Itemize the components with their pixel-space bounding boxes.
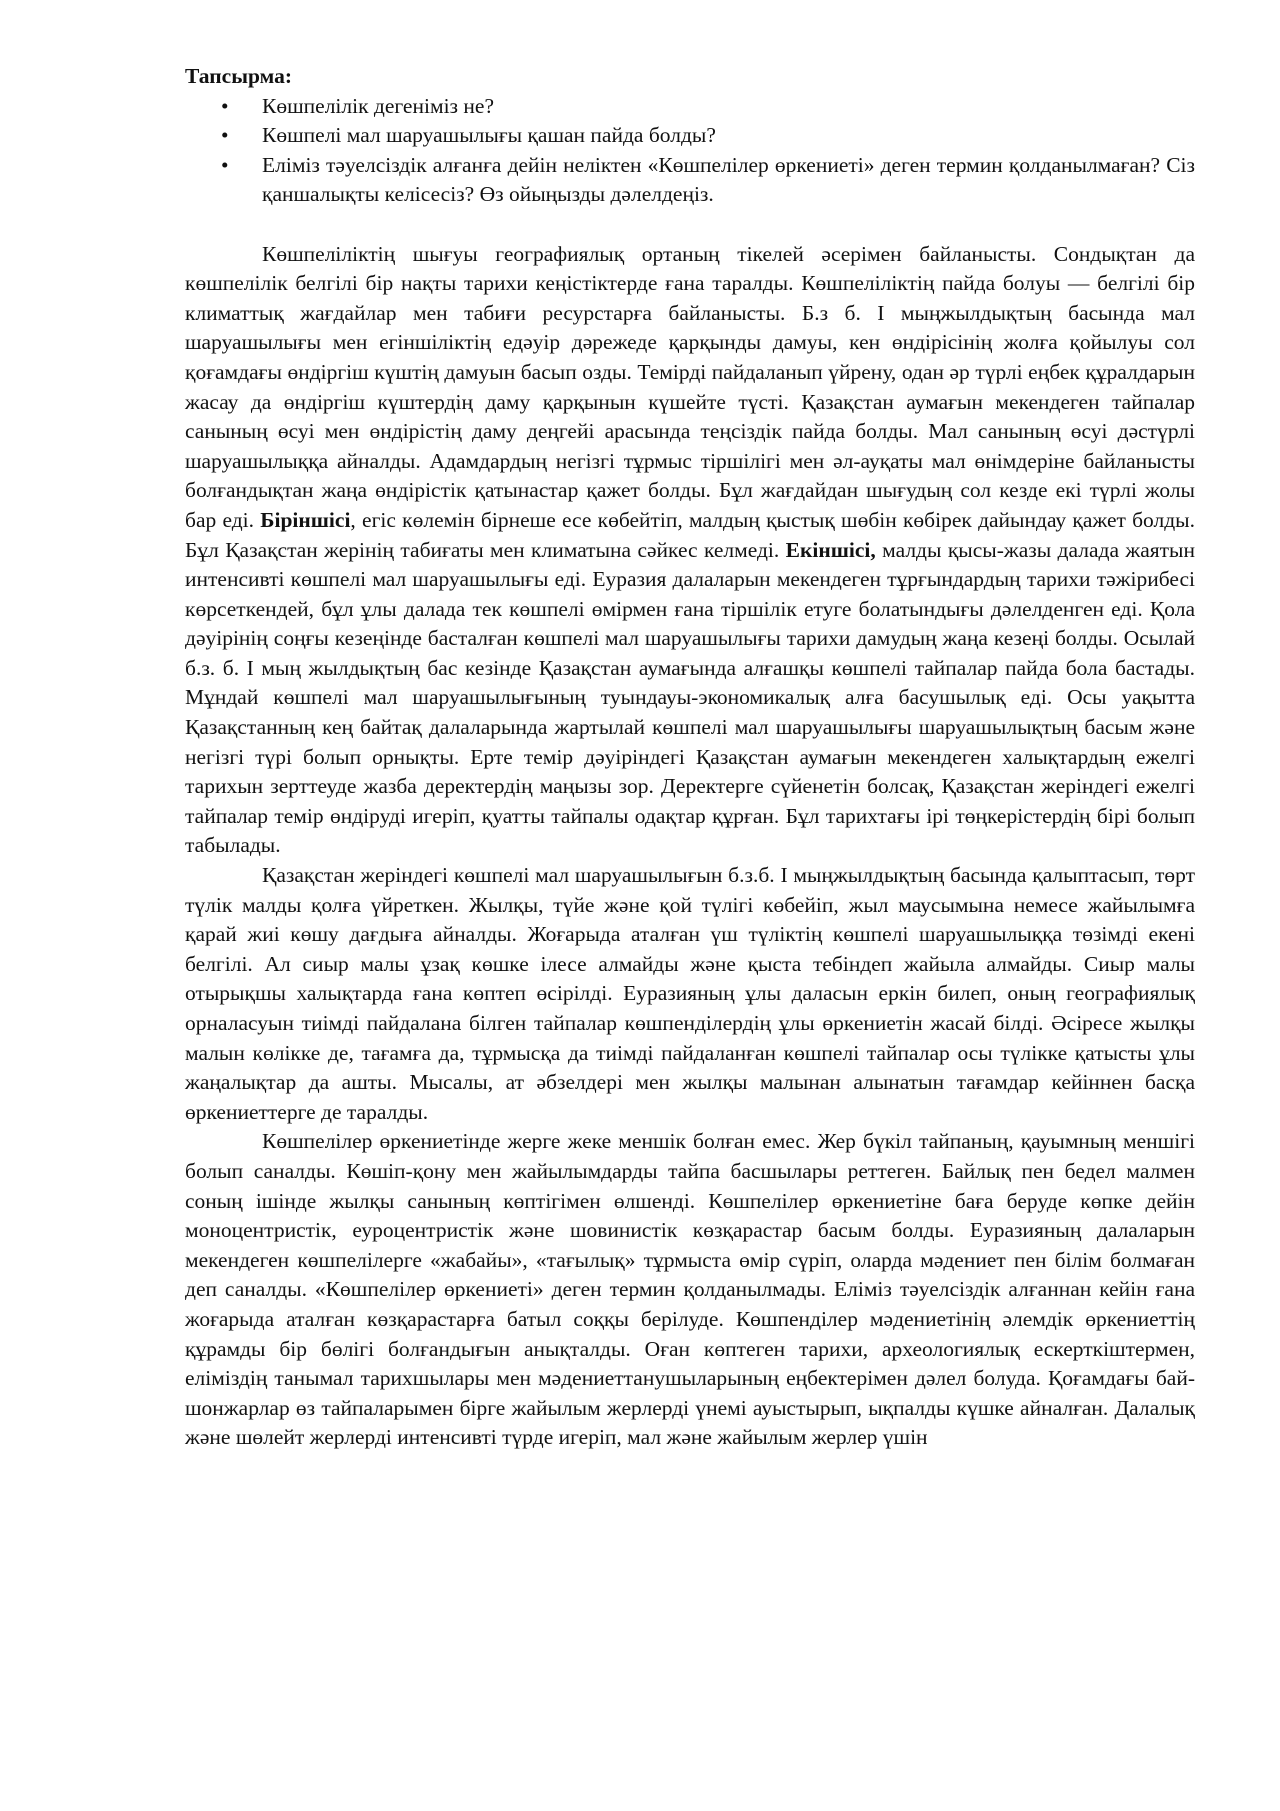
task-question-item [185, 92, 1195, 122]
task-question-list [185, 92, 1195, 210]
task-heading: Тапсырма: [185, 64, 293, 88]
paragraph-1-text-c: малды қысы-жазы далада жаятын интенсивті көшпелі мал шаруашылығы еді. Еуразия далаларын мекендеген тұрғындардың тарихи тәжірибесі көрсеткендей, бұл ұлы далада тек көшпелі өмірмен ғана тіршілік етуге болатындығы дәлелденген еді. Қола дәуірінің соңғы кезеңінде басталған көшпелі мал шаруашылығы тарихи дамудың жаңа кезеңі болды. Осылай б.з. б. І мың жылдықтың бас кезінде Қазақстан аумағында алғашқы көшпелі тайпалар пайда бола бастады. Мұндай көшпелі мал шаруашылығының туындауы-экономикалық алға басушылық еді. Осы уақытта Қазақстанның кең байтақ далаларында жартылай көшпелі мал шаруашылығы шаруашылықтың басым және негізгі түрі болып орнықты. Ерте темір дәуіріндегі Қазақстан аумағын мекендеген халықтардың ежелгі тарихын зерттеуде жазба деректердің маңызы зор. Деректерге сүйенетін болсақ, Қазақстан жеріндегі ежелгі тайпалар темір өндіруді игеріп, қуатты тайпалы одақтар құрған. Бұл тарихтағы ірі төңкерістердің бірі болып табылады. [185, 537, 1195, 858]
task-question-item [185, 121, 1195, 151]
task-question-text: Еліміз тәуелсіздік алғанға дейін неліктен «Көшпелілер өркениеті» деген термин қолданылмаған? Сіз қаншалықты келісесіз? Өз ойыңызды дәлелдеңіз. [262, 152, 1195, 207]
task-question-text: Көшпелі мал шаруашылығы қашан пайда болды? [262, 123, 716, 148]
paragraph-1-text-a: Көшпеліліктің шығуы географиялық ортаның тікелей әсерімен байланысты. Сондықтан да көшпелілік белгілі бір нақты тарихи кеңістіктерде ғана таралды. Көшпеліліктің пайда болуы — белгілі бір климаттық жағдайлар мен табиғи ресурстарға байланысты. Б.з б. І мыңжылдықтың басында мал шаруашылығы мен егіншіліктің едәуір дәрежеде қарқынды дамуы, кен өндірісінің жолға қойылуы сол қоғамдағы өндіргіш күштің дамуын басып озды. Темірді пайдаланып үйрену, одан әр түрлі еңбек құралдарын жасау да өндіргіш күштердің даму қарқынын күшейте түсті. Қазақстан аумағын мекендеген тайпалар санының өсуі мен өндірістің даму деңгейі арасында теңсіздік пайда болды. Мал санының өсуі дәстүрлі шаруашылыққа айналды. Адамдардың негізгі тұрмыс тіршілігі мен әл-ауқаты мал өнімдеріне байланысты болғандықтан жаңа өндірістік қатынастар қажет болды. Бұл жағдайдан шығудың сол кезде екі түрлі жолы бар еді. [185, 241, 1195, 532]
blank-line [185, 210, 1195, 240]
bullet-icon: • [221, 152, 229, 177]
second-way-label: Екіншісі, [785, 537, 876, 562]
paragraph-1 [185, 240, 1195, 861]
paragraph-2: Қазақстан жеріндегі көшпелі мал шаруашылығын б.з.б. І мыңжылдықтың басында қалыптасып, төрт түлік малды қолға үйреткен. Жылқы, түйе және қой түлігі көбейіп, жыл маусымына немесе жайылымға қарай жиі көшу дағдыға айналды. Жоғарыда аталған үш түліктің көшпелі шаруашылыққа төзімді екені белгілі. Ал сиыр малы ұзақ көшке ілесе алмайды және қыста тебіндеп жайыла алмайды. Сиыр малы отырықшы халықтарда ғана көптеп өсірілді. Еуразияның ұлы даласын еркін билеп, оның географиялық орналасуын тиімді пайдалана білген тайпалар көшпенділердің ұлы өркениетін жасай білді. Әсіресе жылқы малын көлікке де, тағамға да, тұрмысқа да тиімді пайдаланған көшпелі тайпалар осы түлікке қатысты ұлы жаңалықтар да ашты. Мысалы, ат әбзелдері мен жылқы малынан алынатын тағамдар кейіннен басқа өркениеттерге де таралды. [185, 863, 1195, 1124]
task-question-item [185, 151, 1195, 210]
document-page [185, 62, 1195, 1453]
task-question-text: Көшпелілік дегеніміз не? [262, 93, 494, 118]
paragraph-3: Көшпелілер өркениетінде жерге жеке меншік болған емес. Жер бүкіл тайпаның, қауымның меншігі болып саналды. Көшіп-қону мен жайылымдарды тайпа басшылары реттеген. Байлық пен бедел малмен соның ішінде жылқы санының көптігімен өлшенді. Көшпелілер өркениетіне баға беруде көпке дейін моноцентристік, еуроцентристік және шовинистік көзқарастар басым болды. Еуразияның далаларын мекендеген көшпелілерге «жабайы», «тағылық» тұрмыста өмір сүріп, оларда мәдениет пен білім болмаған деп саналды. «Көшпелілер өркениеті» деген термин қолданылмады. Еліміз тәуелсіздік алғаннан кейін ғана жоғарыда аталған көзқарастарға батыл соққы берілуде. Көшпенділер мәдениетінің әлемдік өркениеттің құрамды бір бөлігі болғандығын анықталды. Оған көптеген тарихи, археологиялық ескерткіштермен, еліміздің танымал тарихшылары мен мәдениеттанушыларының еңбектерімен дәлел болуда. Қоғамдағы бай-шонжарлар өз тайпаларымен бірге жайылым жерлерді үнемі ауыстырып, ықпалды күшке айналған. Далалық және шөлейт жерлерді интенсивті түрде игеріп, мал және жайылым жерлер үшін [185, 1129, 1195, 1450]
paragraph-1-text-b: , егіс көлемін бірнеше есе көбейтіп, малдың қыстық шөбін көбірек дайындау қажет болды. Бұл Қазақстан жерінің табиғаты мен климатына сәйкес келмеді. [185, 507, 1196, 562]
first-way-label: Біріншісі [260, 507, 351, 532]
bullet-icon: • [221, 93, 229, 118]
bullet-icon: • [221, 123, 229, 148]
